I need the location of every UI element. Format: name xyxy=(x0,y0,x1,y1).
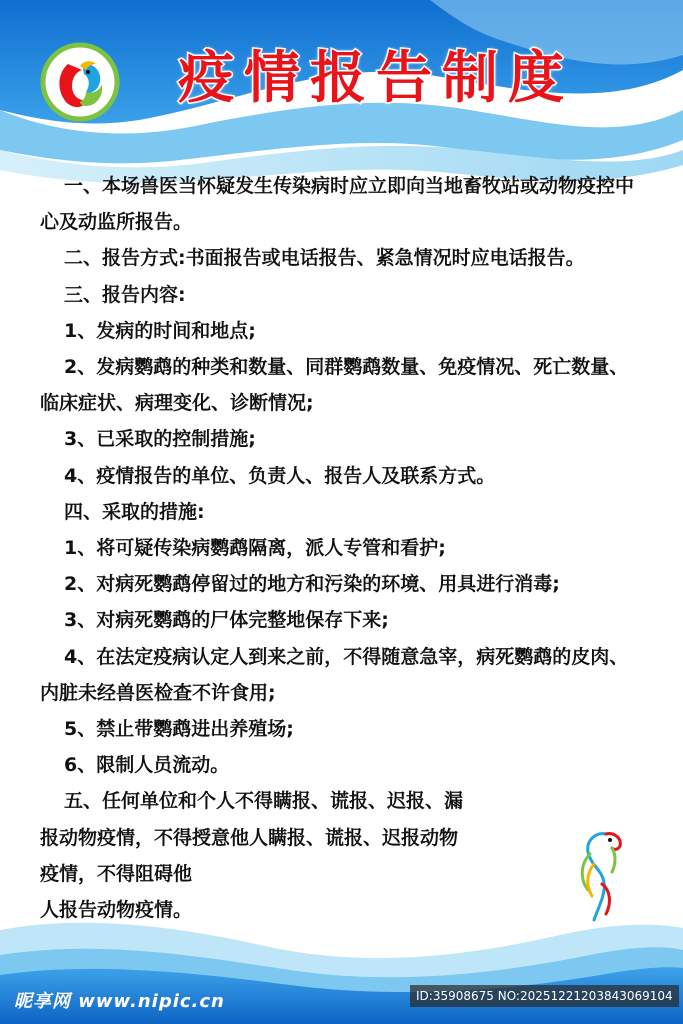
site-watermark: 昵享网 www.nipic.cn xyxy=(14,991,225,1012)
paragraph: 4、在法定疫病认定人到来之前，不得随意急宰，病死鹦鹉的皮肉、内脏未经兽医检查不许食用; xyxy=(40,645,629,704)
paragraph: 2、发病鹦鹉的种类和数量、同群鹦鹉数量、免疫情况、死亡数量、临床症状、病理变化、诊断情况; xyxy=(40,356,629,415)
paragraph: 三、报告内容: xyxy=(64,283,186,306)
paragraph: 1、发病的时间和地点; xyxy=(64,319,256,342)
paragraph: 6、限制人员流动。 xyxy=(64,754,230,777)
paragraph: 1、将可疑传染病鹦鹉隔离，派人专管和看护; xyxy=(64,537,446,560)
paragraph: 3、已采取的控制措施; xyxy=(64,428,256,451)
regulation-body xyxy=(40,168,640,928)
paragraph: 5、禁止带鹦鹉进出养殖场; xyxy=(64,718,294,741)
paragraph: 四、采取的措施: xyxy=(64,500,205,523)
final-line: 人报告动物疫情。 xyxy=(40,899,193,922)
paragraph: 3、对病死鹦鹉的尸体完整地保存下来; xyxy=(64,609,389,632)
final-line: 五、任何单位和个人不得瞒报、谎报、迟报、漏 xyxy=(64,790,464,813)
final-line: 报动物疫情，不得授意他人瞒报、谎报、迟报动物 xyxy=(40,826,459,849)
paragraph: 一、本场兽医当怀疑发生传染病时应立即向当地畜牧站或动物疫控中心及动监所报告。 xyxy=(40,175,635,234)
final-paragraph xyxy=(40,783,560,928)
paragraph: 2、对病死鹦鹉停留过的地方和污染的环境、用具进行消毒; xyxy=(64,573,560,596)
paragraph: 二、报告方式:书面报告或电话报告、紧急情况时应电话报告。 xyxy=(64,247,585,270)
page-title: 疫情报告制度 xyxy=(178,46,574,111)
parrot-line-icon xyxy=(572,824,630,924)
parrot-logo-icon xyxy=(40,42,120,122)
image-id-watermark: ID:35908675 NO:20251221203843069104 xyxy=(410,985,679,1007)
final-line: 疫情，不得阻碍他 xyxy=(40,862,193,885)
paragraph: 4、疫情报告的单位、负责人、报告人及联系方式。 xyxy=(64,464,496,487)
